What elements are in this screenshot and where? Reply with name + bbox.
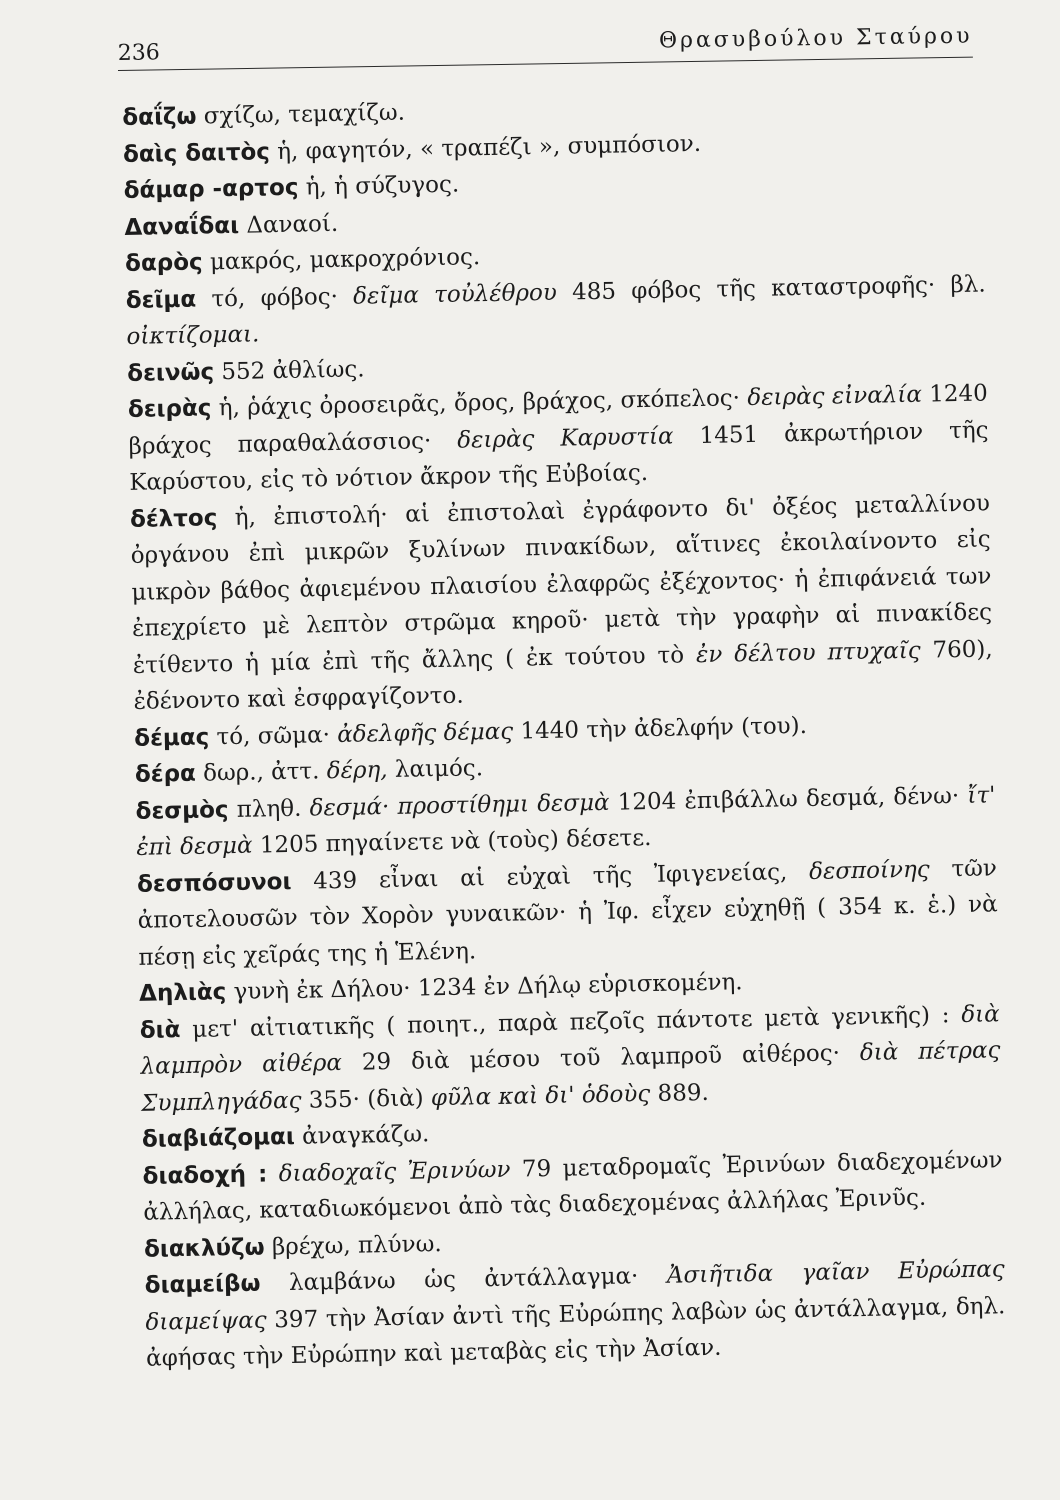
entry: δεῖμα τό, φόβος· δεῖμα τοὐλέθρου 485 φόβος τῆς καταστροφῆς· βλ. οἰκτίζομαι. (125, 270, 986, 350)
entry: δέρα δωρ., ἀττ. δέρη, λαιμός. (134, 755, 484, 788)
headword: δαὶς δαιτὸς (122, 138, 271, 168)
entry: δέμας τό, σῶμα· ἀδελφῆς δέμας 1440 τὴν ἀδελφήν (του). (134, 712, 808, 752)
headword: διαμείβω (144, 1270, 261, 1299)
page-header (117, 5, 973, 71)
entry: δαὶς δαιτὸς ἡ, φαγητόν, « τραπέζι », συμπόσιον. (122, 130, 702, 168)
entry: διαδοχή : διαδοχαῖς Ἐρινύων 79 μεταδρομαῖς Ἐρινύων διαδεχομένων ἀλλήλας, καταδιωκόμενοι ἀπὸ τὰς διαδεχομένας ἀλλήλας Ἐρινῦς. (142, 1146, 1003, 1226)
headword: δεσπόσυνοι (136, 868, 292, 898)
headword: διὰ (139, 1016, 181, 1044)
entry: διαβιάζομαι ἀναγκάζω. (141, 1121, 430, 1153)
headword: δεινῶς (127, 358, 215, 387)
headword: δάμαρ -αρτος (123, 174, 299, 204)
headword: δέλτος (129, 504, 218, 533)
headword: δεῖμα (125, 286, 197, 314)
entry: δέλτος ἡ, ἐπιστολή· αἱ ἐπιστολαὶ ἐγράφοντο δι' ὀξέος μεταλλίνου ὀργάνου ἐπὶ μικρῶν ξυλίνων πινακίδων, αἵτινες ἐκοιλαίνοντο εἰς μικρὸν βάθος ἀφιεμένου πλαισίου ἐλαφρῶς ἐξέχοντος· ἡ ἐπιφάνειά των ἐπεχρίετο μὲ λεπτὸν στρῶμα κηροῦ· μετὰ τὴν γραφὴν αἱ πινακίδες ἐτίθεντο ἡ μία ἐπὶ τῆς ἄλλης ( ἐκ τούτου τὸ ἐν δέλτου πτυχαῖς 760), ἐδένοντο καὶ ἐσφραγίζοντο. (129, 489, 993, 715)
entry: δαΐζω σχίζω, τεμαχίζω. (122, 99, 406, 131)
dictionary-body (122, 83, 1006, 1377)
headword: διακλύζω (143, 1233, 265, 1263)
entry: δεσμὸς πληθ. δεσμά· προστίθημι δεσμὰ 1204 ἐπιβάλλω δεσμά, δένω· ἴτ' ἐπὶ δεσμὰ 1205 πηγαίνετε νὰ (τοὺς) δέσετε. (135, 781, 996, 861)
headword: δειρὰς (127, 395, 212, 423)
entry: δαρὸς μακρός, μακροχρόνιος. (124, 244, 481, 277)
headword: Δηλιὰς (138, 979, 227, 1007)
entry: δειρὰς ἡ, ῥάχις ὀροσειρᾶς, ὄρος, βράχος, σκόπελος· δειρὰς εἰναλία 1240 βράχος παραθαλάσσιος· δειρὰς Καρυστία 1451 ἀκρωτήριον τῆς Καρύστου, εἰς τὸ νότιον ἄκρον τῆς Εὐβοίας. (127, 380, 989, 496)
entry: δεσπόσυνοι 439 εἶναι αἱ εὐχαὶ τῆς Ἰφιγενείας, δεσποίνης τῶν ἀποτελουσῶν τὸν Χορὸν γυναικῶν· ἡ Ἰφ. εἶχεν εὐχηθῇ ( 354 κ. ἑ.) νὰ πέσῃ εἰς χεῖράς της ἡ Ἑλένη. (136, 854, 998, 971)
headword: δεσμὸς (135, 796, 229, 825)
entry: δάμαρ -αρτος ἡ, ἡ σύζυγος. (123, 171, 460, 204)
headword: δέμας (134, 723, 210, 752)
entry: Δηλιὰς γυνὴ ἐκ Δήλου· 1234 ἐν Δήλῳ εὑρισκομένη. (138, 969, 743, 1007)
page-number: 236 (117, 40, 160, 67)
headword: δαΐζω (122, 103, 197, 131)
running-title: Θρασυβούλου Σταύρου (658, 23, 973, 54)
headword: δέρα (134, 760, 197, 788)
entry: διὰ μετ' αἰτιατικῆς ( ποιητ., παρὰ πεζοῖς πάντοτε μετὰ γενικῆς) : διὰ λαμπρὸν αἰθέρα 29 διὰ μέσου τοῦ λαμπροῦ αἰθέρος· διὰ πέτρας Συμπληγάδας 355· (διὰ) φῦλα καὶ δι' ὁδοὺς 889. (139, 1000, 1001, 1117)
entry: δεινῶς 552 ἀθλίως. (127, 355, 365, 387)
headword: διαδοχή : (142, 1160, 268, 1190)
entry: διαμείβω λαμβάνω ὡς ἀντάλλαγμα· Ἀσιῆτιδα γαῖαν Εὐρώπας διαμείψας 397 τὴν Ἀσίαν ἀντὶ τῆς Εὐρώπης λαβὼν ὡς ἀντάλλαγμα, δηλ. ἀφήσας τὴν Εὐρώπην καὶ μεταβὰς εἰς τὴν Ἀσίαν. (144, 1256, 1006, 1372)
headword: Δαναΐδαι (124, 212, 240, 241)
headword: δαρὸς (124, 249, 203, 277)
entry: Δαναΐδαι Δαναοί. (124, 210, 339, 241)
entry: διακλύζω βρέχω, πλύνω. (143, 1230, 442, 1263)
headword: διαβιάζομαι (141, 1123, 296, 1153)
